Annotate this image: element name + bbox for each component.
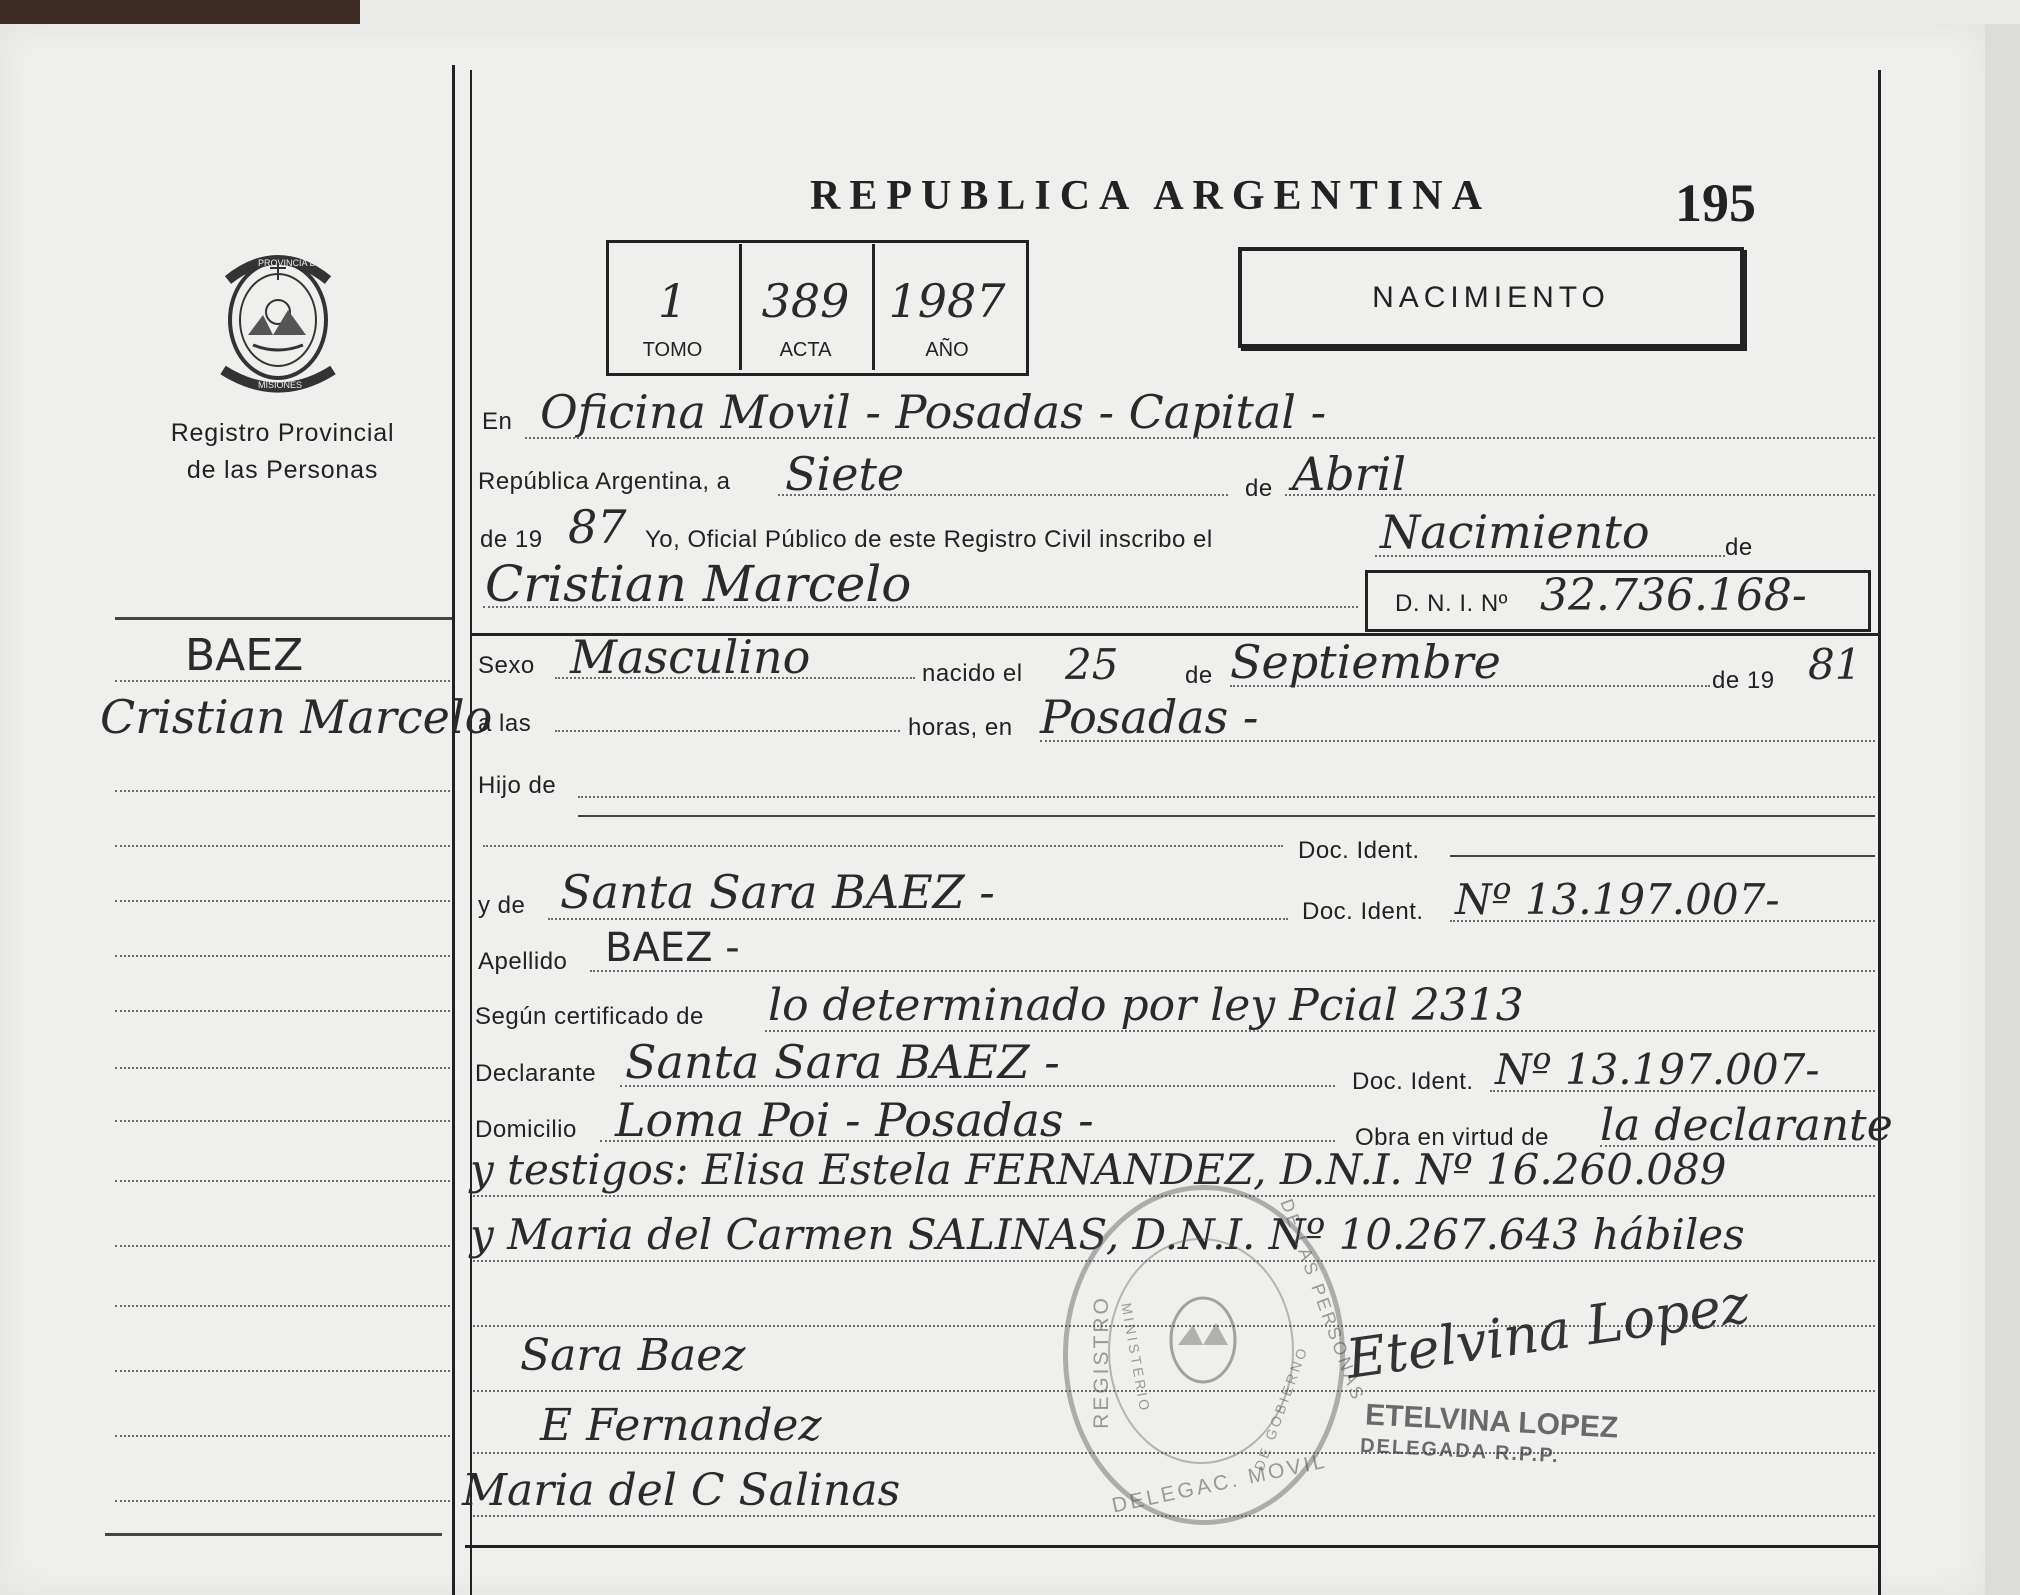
seal-inner-left: MINISTERIO (1118, 1301, 1154, 1415)
acta-value: 389 (761, 274, 850, 328)
seal-bottom-text: DELEGAC. MOVIL (1109, 1449, 1330, 1518)
line (555, 730, 900, 732)
record-type-box (1238, 247, 1744, 348)
acta-cell (739, 244, 875, 370)
declarant-value: Santa Sara BAEZ - (625, 1035, 1060, 1089)
left-margin-line-inner (470, 70, 472, 1595)
label-horas: horas, en (908, 714, 1013, 741)
misiones-crest-icon (208, 240, 348, 400)
sex-value: Masculino (570, 630, 811, 684)
label-de-19: de 19 (480, 526, 543, 553)
declarant-doc-value: Nº 13.197.007- (1495, 1045, 1820, 1094)
label-obra: Obra en virtud de (1355, 1124, 1549, 1151)
margin-dots (115, 790, 450, 792)
label-domicilio: Domicilio (475, 1116, 577, 1143)
label-yde: y de (478, 892, 526, 919)
margin-dots (115, 1500, 450, 1502)
line (483, 845, 1283, 847)
witnesses-line-2: y Maria del Carmen SALINAS, D.N.I. Nº 10.267.643 hábiles (470, 1210, 1745, 1259)
surname-value: BAEZ - (605, 925, 740, 971)
month-value: Abril (1292, 447, 1407, 501)
page-edge (1985, 24, 2020, 1595)
margin-dots (115, 1120, 450, 1122)
acta-label: ACTA (779, 339, 832, 361)
label-docident-1: Doc. Ident. (1298, 837, 1420, 864)
sheet-number: 195 (1675, 173, 1756, 233)
left-margin-line (452, 65, 455, 1595)
background-strip (360, 0, 2020, 26)
right-margin-line (1878, 70, 1881, 1595)
official-signature: Etelvina Lopez (1342, 1272, 1754, 1391)
label-dni: D. N. I. Nº (1395, 590, 1508, 617)
official-name: ETELVINA LOPEZ (1364, 1398, 1620, 1445)
obra-value: la declarante (1600, 1100, 1893, 1151)
margin-given-names: Cristian Marcelo (100, 690, 493, 744)
record-type: NACIMIENTO (1372, 280, 1610, 314)
country-title: REPUBLICA ARGENTINA (810, 173, 1491, 219)
margin-dots (115, 955, 450, 957)
tomo-cell (606, 244, 742, 370)
label-certificado: Según certificado de (475, 1003, 704, 1030)
org-line-1: Registro Provincial (170, 419, 395, 447)
margin-dots (115, 845, 450, 847)
tomo-label: TOMO (642, 339, 703, 361)
left-rule (115, 617, 452, 620)
certificate-value: lo determinado por ley Pcial 2313 (768, 980, 1524, 1031)
mother-value: Santa Sara BAEZ - (560, 865, 995, 919)
line (578, 815, 1875, 817)
margin-dots (115, 1370, 450, 1372)
label-declarante: Declarante (475, 1060, 597, 1087)
crest-top-text: PROVINCIA DE (258, 258, 323, 268)
label-alas: a las (478, 710, 532, 737)
margin-dots (115, 680, 450, 682)
seal-inner-right: DE GOBIERNO (1250, 1343, 1311, 1473)
seal-text-left: REGISTRO (1089, 1295, 1113, 1429)
line (590, 970, 1875, 972)
label-inscribo: Yo, Oficial Público de este Registro Civil inscribo el (645, 526, 1213, 553)
margin-surname: BAEZ (185, 630, 304, 681)
birth-month-value: Septiembre (1230, 635, 1501, 689)
label-de-2: de (1725, 534, 1753, 561)
witness-signature-1: Sara Baez (520, 1330, 746, 1381)
office-value: Oficina Movil - Posadas - Capital - (540, 385, 1327, 439)
label-hijo: Hijo de (478, 772, 557, 799)
year-suffix-value: 87 (568, 500, 627, 554)
margin-dots (115, 1067, 450, 1069)
margin-dots (115, 900, 450, 902)
org-line-2: de las Personas (186, 456, 379, 484)
seal-crest-icon (1158, 1285, 1248, 1395)
label-de-3: de (1185, 662, 1213, 689)
birth-place-value: Posadas - (1040, 690, 1259, 744)
witnesses-line-1: y testigos: Elisa Estela FERNANDEZ, D.N.I. Nº 16.260.089 (470, 1145, 1727, 1194)
crest-bottom-text: MISIONES (258, 380, 303, 390)
label-docident-2: Doc. Ident. (1302, 898, 1424, 925)
margin-dots (115, 1010, 450, 1012)
footer-separator (465, 1545, 1878, 1548)
seal-text-right: DE LAS PERSONAS (1276, 1196, 1369, 1405)
margin-dots (115, 1435, 450, 1437)
day-value: Siete (785, 447, 905, 501)
line (578, 796, 1875, 798)
official-title: DELEGADA R.P.P. (1359, 1434, 1561, 1468)
label-de-19b: de 19 (1712, 667, 1775, 694)
line (1450, 855, 1875, 857)
birth-day-value: 25 (1065, 640, 1119, 689)
registry-org (140, 415, 425, 489)
dni-value: 32.736.168- (1540, 570, 1807, 621)
left-bottom-rule (105, 1533, 442, 1536)
label-apellido: Apellido (478, 948, 568, 975)
anio-label: AÑO (925, 339, 969, 361)
birth-year-value: 81 (1808, 640, 1862, 689)
child-name-value: Cristian Marcelo (485, 555, 912, 613)
tomo-value: 1 (657, 274, 688, 328)
label-en: En (482, 408, 513, 435)
mother-doc-value: Nº 13.197.007- (1455, 875, 1780, 924)
label-republica: República Argentina, a (478, 468, 731, 495)
witness-signature-2: E Fernandez (540, 1400, 822, 1451)
label-docident-3: Doc. Ident. (1352, 1068, 1474, 1095)
anio-cell (872, 244, 1022, 370)
label-de: de (1245, 475, 1273, 502)
address-value: Loma Poi - Posadas - (615, 1093, 1094, 1147)
label-sexo: Sexo (478, 652, 535, 679)
margin-dots (115, 1180, 450, 1182)
label-nacido: nacido el (922, 660, 1023, 687)
act-value: Nacimiento (1380, 505, 1650, 559)
anio-value: 1987 (888, 274, 1006, 328)
margin-dots (115, 1305, 450, 1307)
margin-dots (115, 1245, 450, 1247)
witness-signature-3: Maria del C Salinas (462, 1465, 901, 1516)
